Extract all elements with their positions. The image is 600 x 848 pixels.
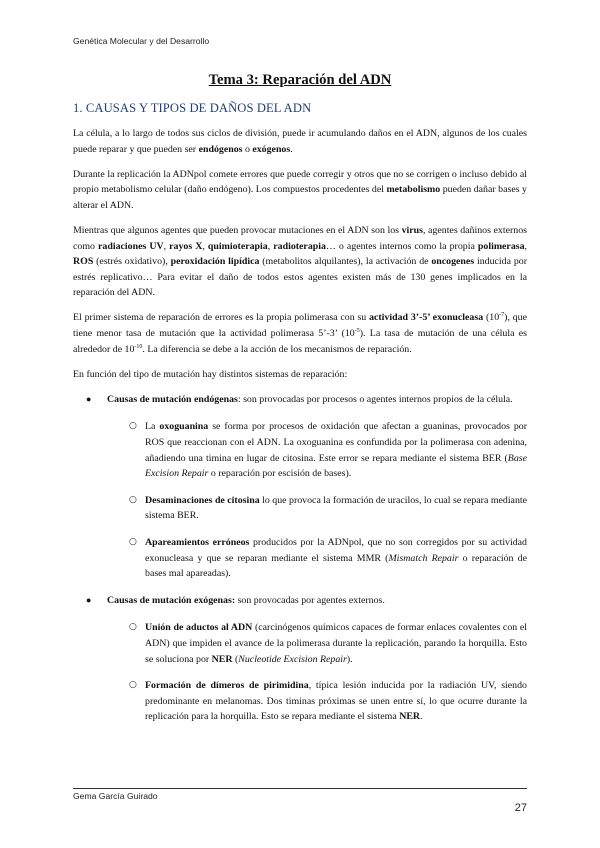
bold-term: virus bbox=[401, 224, 423, 236]
text-run: Mientras que algunos agentes que pueden provocar mutaciones en el ADN son los bbox=[73, 224, 402, 236]
exogenous-sublist bbox=[107, 620, 527, 725]
text-run: Durante la replicación la ADNpol comete errores que puede corregir y otros que no se corrigen o incluso debido al propio metabolismo celular (daño endógeno). Los compuestos procedentes del bbox=[73, 168, 527, 196]
bold-term: Formación de dímeros de pirimidina bbox=[145, 680, 309, 692]
paragraph-intro bbox=[73, 126, 527, 157]
text-run: . bbox=[420, 711, 423, 723]
text-run: El primer sistema de reparación de errores es la propia polimerasa con su bbox=[73, 312, 370, 324]
text-run: ), que tiene menor tasa de mutación que la actividad polimerasa 5’-3’ (10 bbox=[73, 312, 527, 340]
footer-author: Gema García Guirado bbox=[73, 791, 158, 801]
bold-term: exógenos bbox=[252, 143, 291, 155]
sublist-item-adducts bbox=[107, 620, 527, 667]
bold-term: Unión de aductos al ADN bbox=[145, 622, 253, 634]
section-heading: 1. CAUSAS Y TIPOS DE DAÑOS DEL ADN bbox=[73, 101, 312, 115]
endogenous-sublist bbox=[107, 419, 527, 581]
bold-term: radiaciones UV bbox=[98, 240, 164, 252]
text-run: lo que provoca la formación de uracilos, lo cual se repara mediante sistema BER. bbox=[145, 494, 528, 522]
sublist-item-mismatch bbox=[107, 535, 527, 582]
text-run: (metabolitos alquilantes), la activación de bbox=[259, 256, 432, 268]
text-run: ( bbox=[232, 653, 239, 665]
page-number: 27 bbox=[514, 802, 527, 814]
text-run: , bbox=[163, 240, 170, 252]
text-run: ). bbox=[346, 653, 353, 665]
italic-term: Base Excision Repair bbox=[145, 452, 527, 480]
text-run: , típica lesión inducida por la radiación UV, siendo predominante en melanomas. Dos timinas próximas se unen entre sí, lo que ocurre durante la replicación para la horquilla. Esto se repara mediante el sistema bbox=[145, 680, 527, 723]
bold-term: Apareamientos erróneos bbox=[145, 536, 250, 548]
bold-term: peroxidación lipídica bbox=[170, 256, 260, 268]
bold-term: endógenos bbox=[198, 143, 243, 155]
bold-term: metabolismo bbox=[386, 184, 441, 196]
text-run: … o agentes internos como la propia bbox=[325, 240, 478, 252]
circle-bullet-icon: ○ bbox=[129, 421, 137, 432]
body-text bbox=[73, 126, 527, 736]
sublist-item-oxoguanine bbox=[107, 419, 527, 481]
italic-term: Nucleotide Excision Repair bbox=[238, 653, 347, 665]
text-run: (carcinógenos químicos capaces de formar enlaces covalentes con el ADN) que impiden el avance de la polimerasa durante la replicación, parando la horquilla. Esto se soluciona por bbox=[145, 622, 527, 665]
exponent: -10 bbox=[134, 343, 143, 350]
text-run: , bbox=[267, 240, 274, 252]
list-item-heading: Causas de mutación exógenas: bbox=[107, 594, 236, 606]
text-run: . bbox=[290, 143, 293, 155]
text-run: son provocadas por agentes externos. bbox=[235, 594, 385, 606]
text-run: , bbox=[202, 240, 208, 252]
text-run: se forma por procesos de oxidación que afectan a guaninas, provocados por ROS que reaccionan con el ADN. La oxoguanina es confundida por la polimerasa con adenina, añadiendo una timina en lugar de citosina. Este error se repara mediante el sistema BER ( bbox=[145, 421, 527, 464]
bullet-icon: ● bbox=[86, 393, 92, 404]
text-run: : son provocadas por procesos o agentes internos propios de la célula. bbox=[237, 393, 513, 405]
running-header: Genética Molecular y del Desarrollo bbox=[73, 36, 210, 46]
text-run: o reparación por escisión de bases). bbox=[208, 468, 352, 480]
bold-term: polimerasa bbox=[477, 240, 525, 252]
text-run: o reparación de bases mal apareadas). bbox=[145, 552, 527, 580]
text-run: inducida por estrés replicativo… Para evitar el daño de todos estos agentes existen más de 130 genes implicados en la reparación del ADN. bbox=[73, 256, 527, 299]
text-run: . La diferencia se debe a la acción de los mecanismos de reparación. bbox=[142, 343, 412, 355]
bold-term: NER bbox=[399, 711, 421, 723]
text-run: producidos por la ADNpol, que no son corregidos por su actividad exonucleasa y que se reparan mediante el sistema MMR ( bbox=[145, 536, 527, 564]
bold-term: Desaminaciones de citosina bbox=[145, 494, 260, 506]
text-run: o bbox=[242, 143, 253, 155]
bold-term: NER bbox=[211, 653, 233, 665]
text-run: La bbox=[145, 421, 160, 433]
circle-bullet-icon: ○ bbox=[129, 536, 137, 547]
bold-term: ROS bbox=[73, 256, 94, 268]
list-item-heading: Causas de mutación endógenas bbox=[107, 393, 238, 405]
paragraph-agents bbox=[73, 223, 527, 301]
bold-term: radioterapia bbox=[273, 240, 326, 252]
text-run: , bbox=[524, 240, 528, 252]
footer-divider bbox=[73, 788, 527, 789]
text-run: (estrés oxidativo), bbox=[93, 256, 171, 268]
text-run: , agentes dañinos externos como bbox=[73, 224, 527, 252]
paragraph-repair-systems: En función del tipo de mutación hay distintos sistemas de reparación: bbox=[73, 368, 348, 380]
mutation-causes-list bbox=[73, 392, 527, 725]
bold-term: actividad 3’-5’ exonucleasa bbox=[369, 312, 484, 324]
paragraph-replication bbox=[73, 167, 527, 214]
list-item-exogenous bbox=[73, 593, 527, 725]
text-run: pueden dañar bases y alterar el ADN. bbox=[73, 184, 527, 211]
italic-term: Mismatch Repair bbox=[388, 552, 459, 564]
bold-term: oncogenes bbox=[431, 256, 475, 268]
text-run: (10 bbox=[483, 312, 500, 324]
circle-bullet-icon: ○ bbox=[129, 494, 137, 505]
circle-bullet-icon: ○ bbox=[129, 680, 137, 691]
bullet-icon: ● bbox=[86, 594, 92, 605]
paragraph-exonuclease bbox=[73, 310, 527, 357]
exponent: -7 bbox=[499, 312, 505, 319]
text-run: ). La tasa de mutación de una célula es alrededor de 10 bbox=[73, 328, 527, 355]
list-item-endogenous bbox=[73, 392, 527, 582]
sublist-item-deamination bbox=[107, 493, 527, 524]
bold-term: rayos X bbox=[169, 240, 203, 252]
bold-term: oxoguanina bbox=[159, 421, 209, 433]
text-run: La célula, a lo largo de todos sus ciclos de división, puede ir acumulando daños en el ADN, algunos de los cuales puede reparar y que pueden ser bbox=[73, 128, 527, 155]
sublist-item-pyrimidine-dimers bbox=[107, 678, 527, 725]
page-title: Tema 3: Reparación del ADN bbox=[208, 72, 392, 88]
bold-term: quimioterapia bbox=[207, 240, 268, 252]
exponent: -5 bbox=[354, 328, 360, 335]
circle-bullet-icon: ○ bbox=[129, 622, 137, 633]
